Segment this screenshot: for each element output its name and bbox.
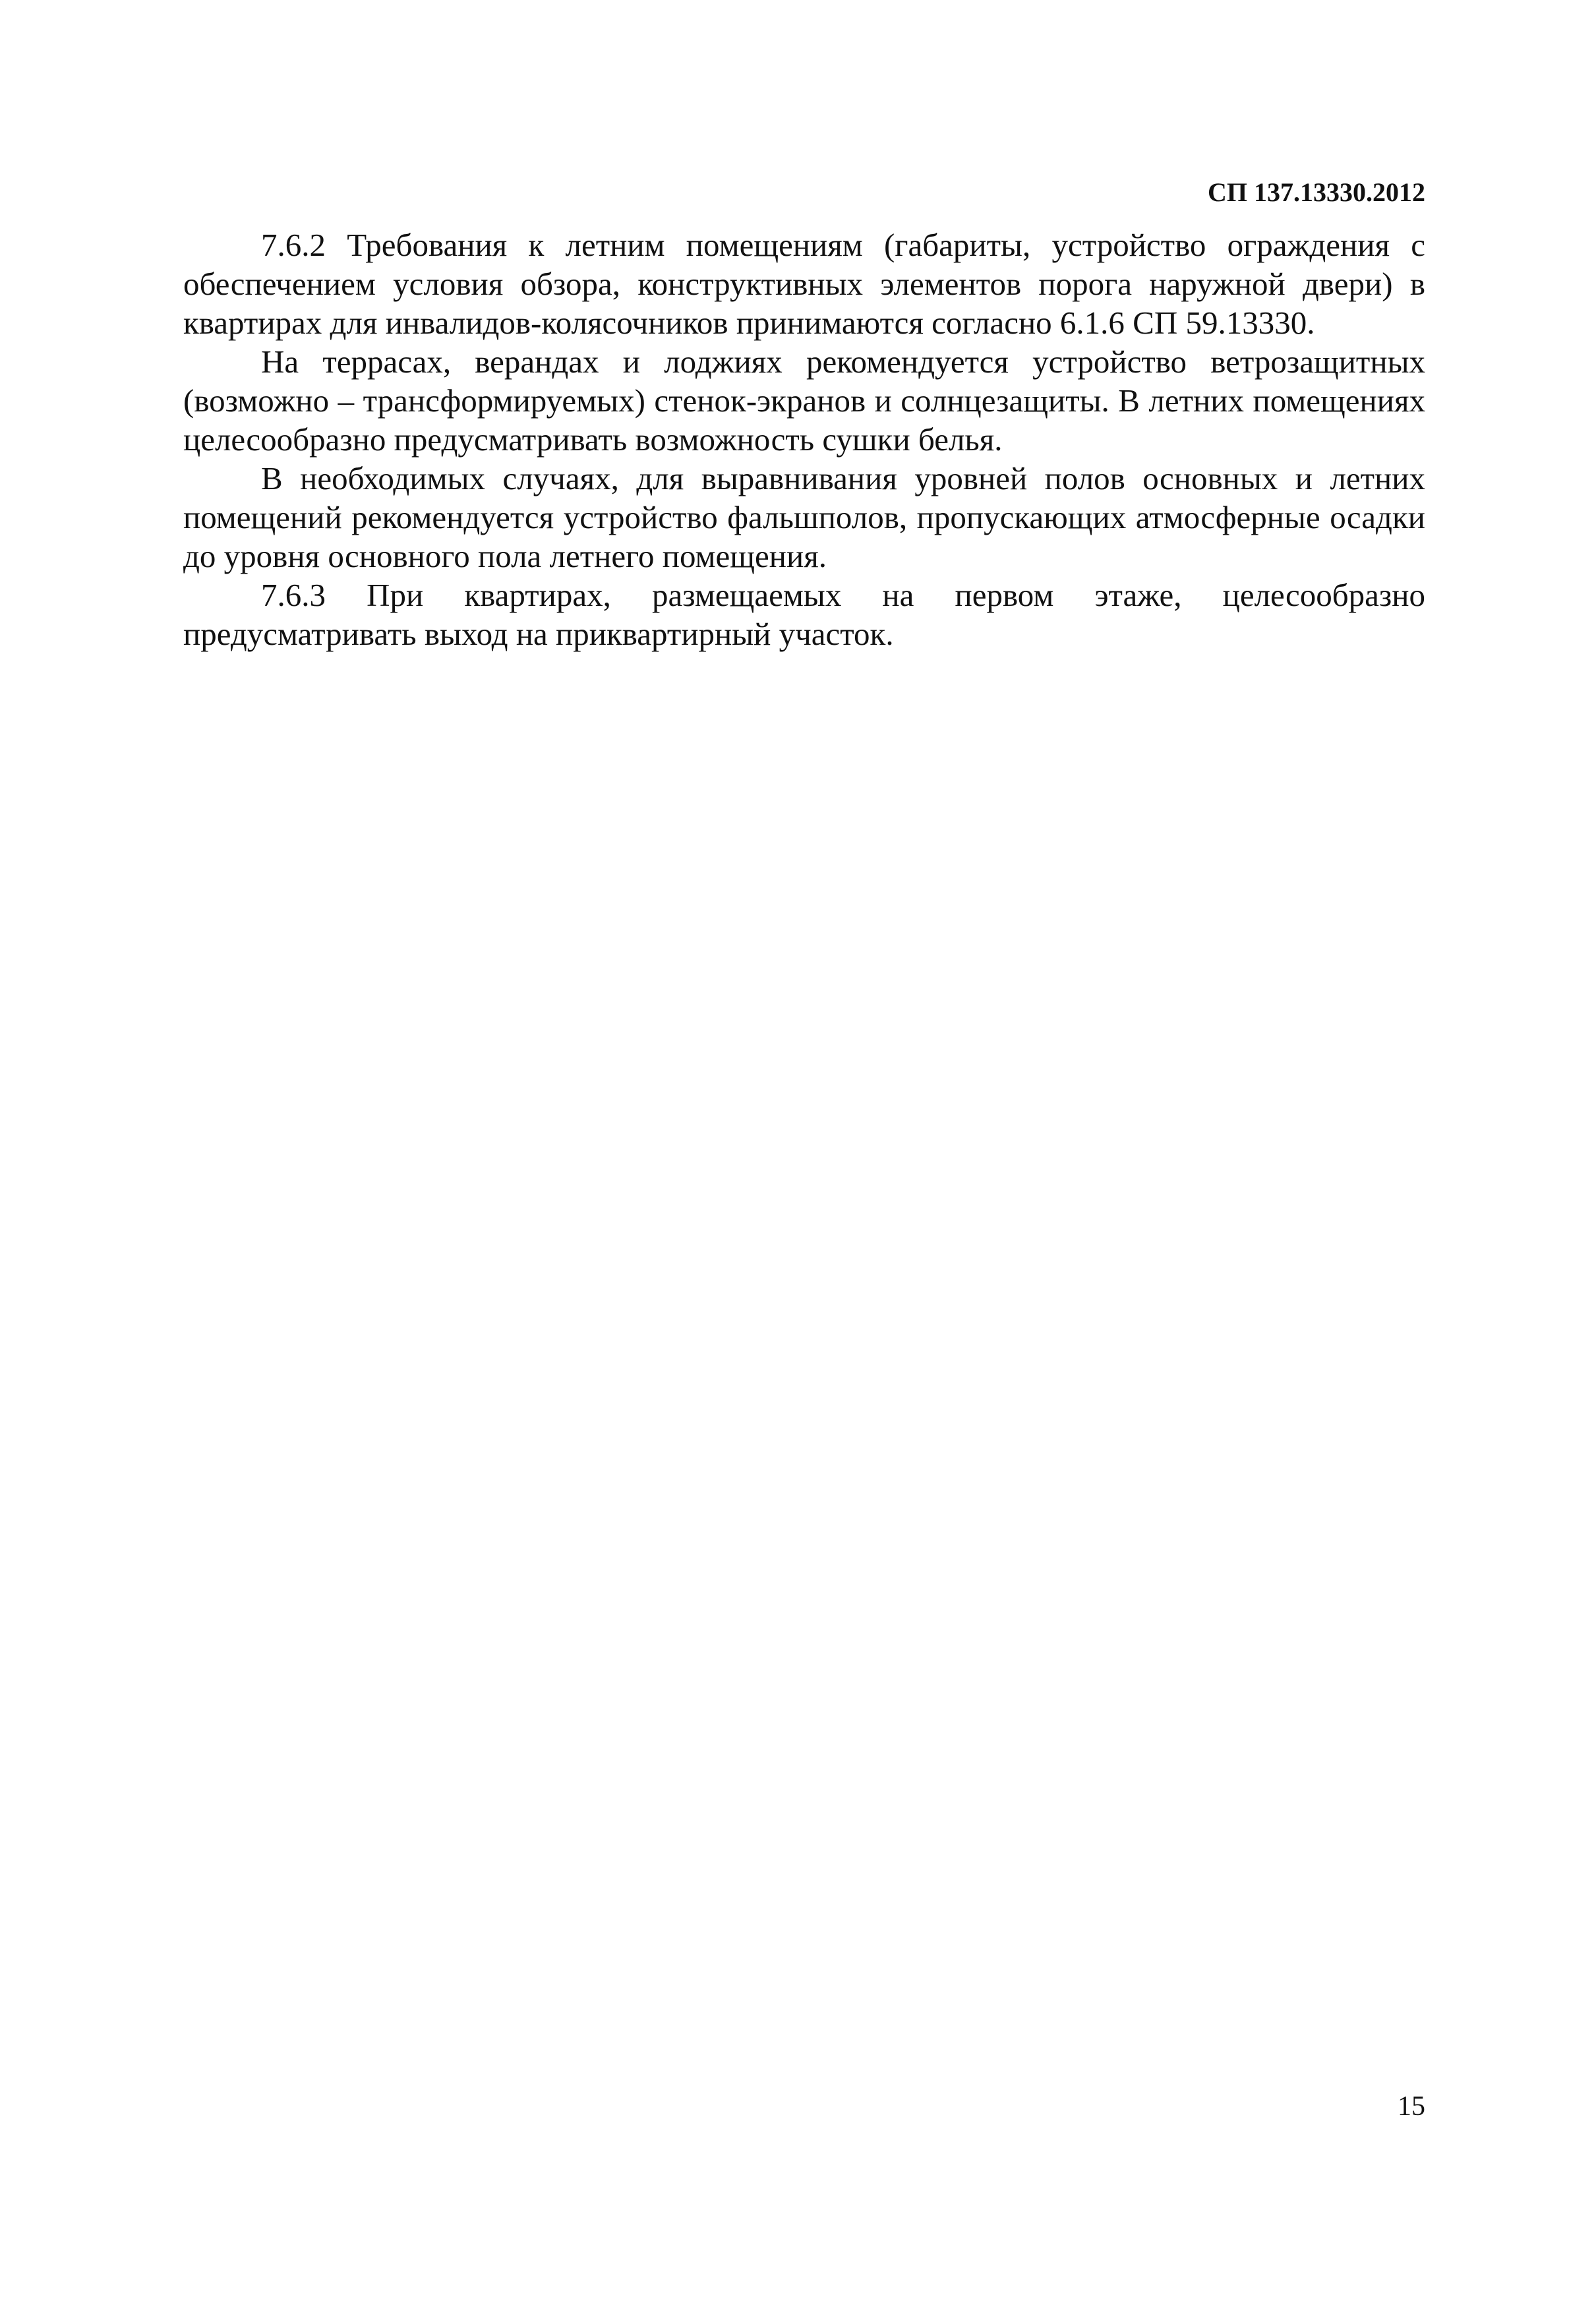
document-code: СП 137.13330.2012 (1208, 177, 1425, 207)
paragraph-false-floors: В необходимых случаях, для выравнивания уровней полов основных и летних помещений рекомендуется устройство фальшполов, пропускающих атмосферные осадки до уровня основного пола летнего помещения. (183, 460, 1425, 574)
paragraph-terraces: На террасах, верандах и лоджиях рекомендуется устройство ветрозащитных (возможно – трансформируемых) стенок-экранов и солнцезащиты. В летних помещениях целесообразно предусматривать возможность сушки белья. (183, 343, 1425, 458)
page-number: 15 (1398, 2091, 1425, 2122)
paragraph-7-6-3: 7.6.3 При квартирах, размещаемых на первом этаже, целесообразно предусматривать выход на приквартирный участок. (183, 577, 1425, 652)
document-body (183, 225, 1425, 653)
paragraph-7-6-2: 7.6.2 Требования к летним помещениям (габариты, устройство ограждения с обеспечением условия обзора, конструктивных элементов порога наружной двери) в квартирах для инвалидов-колясочников принимаются согласно 6.1.6 СП 59.13330. (183, 227, 1425, 341)
